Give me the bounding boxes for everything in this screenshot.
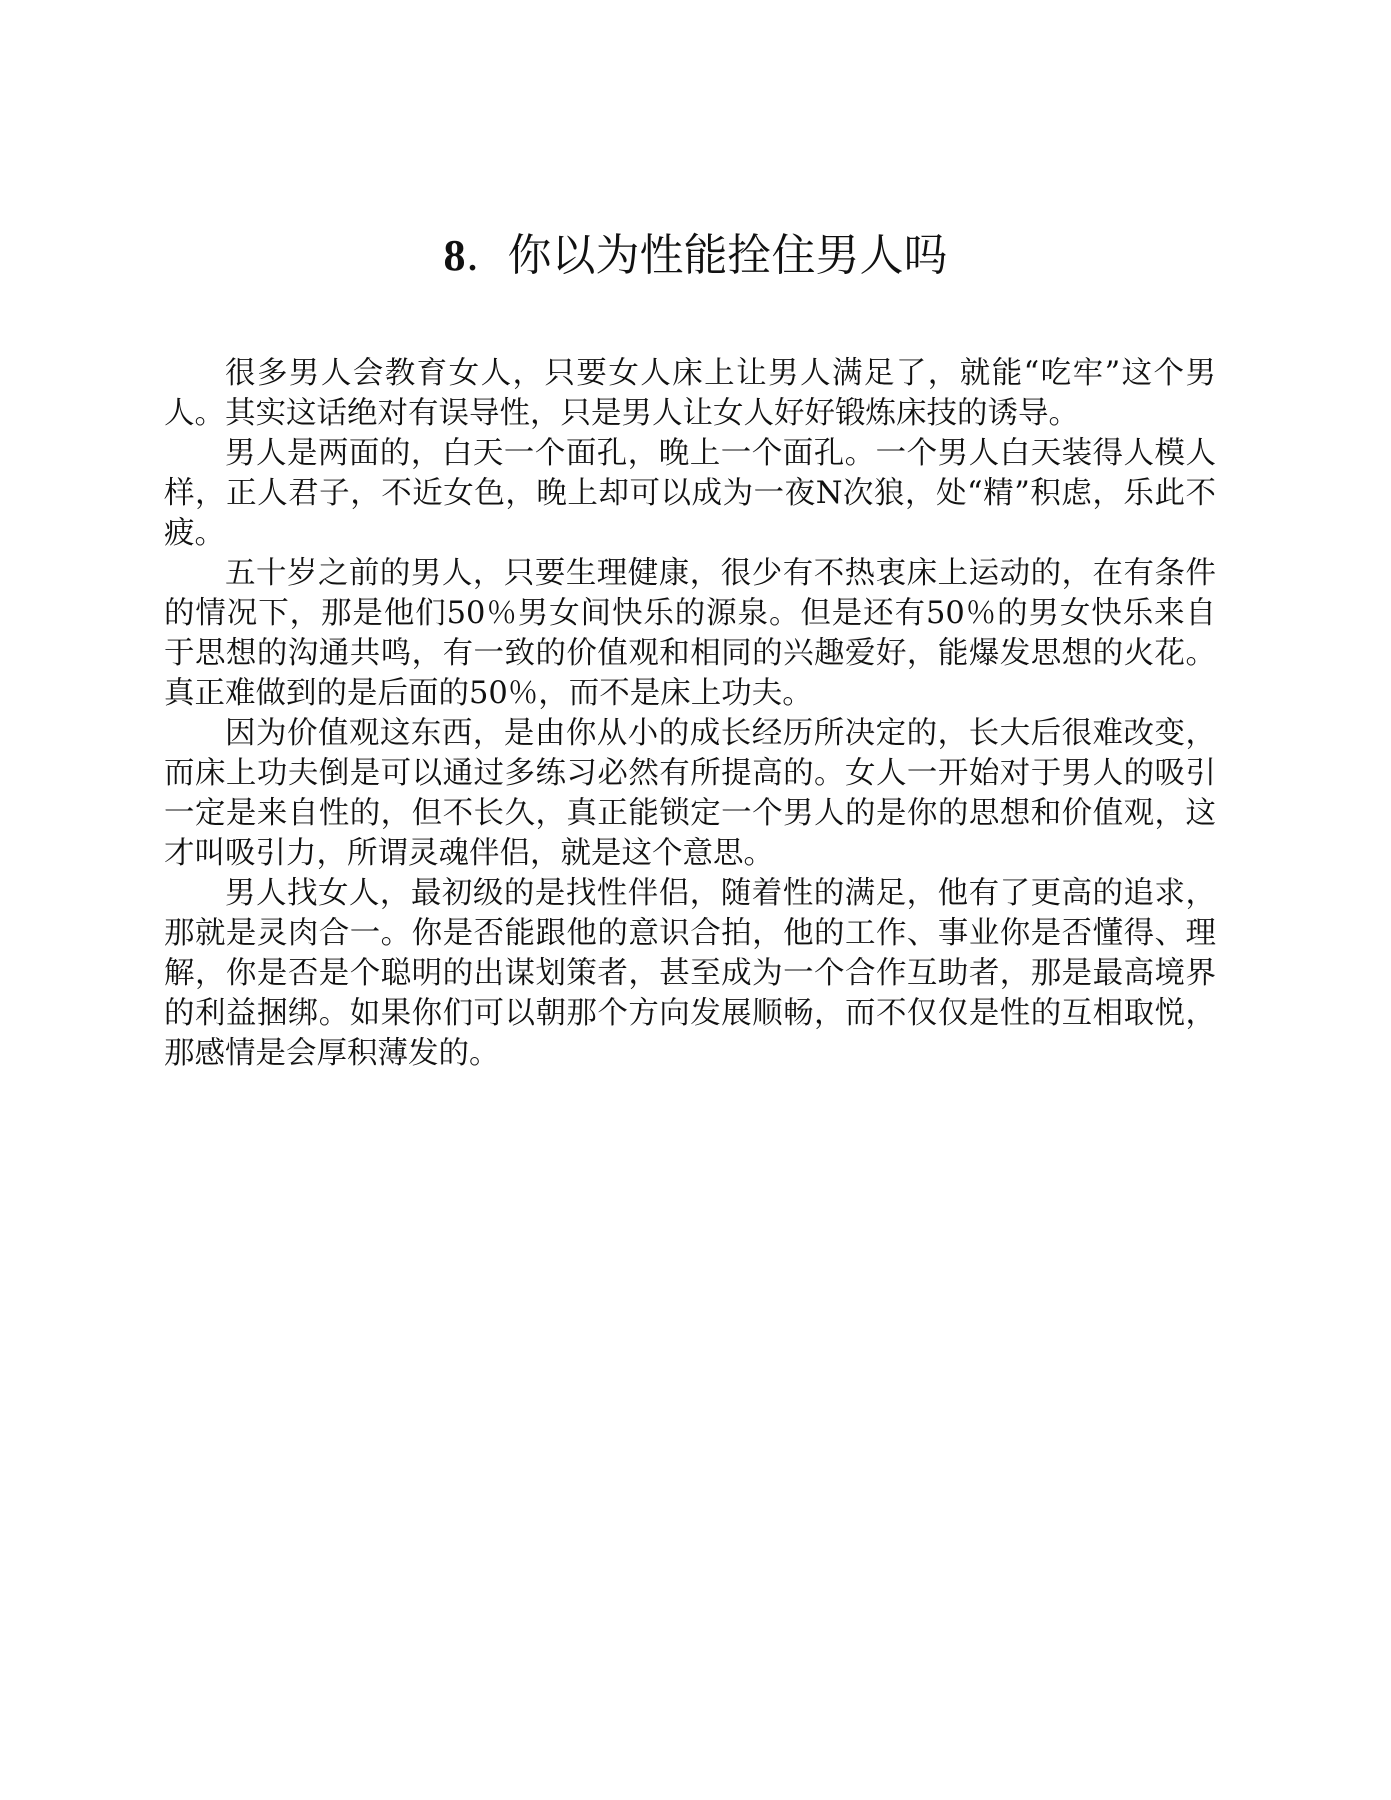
paragraph: 因为价值观这东西，是由你从小的成长经历所决定的，长大后很难改变，而床上功夫倒是可以通过多练习必然有所提高的。女人一开始对于男人的吸引一定是来自性的，但不长久，真正能锁定一个男人的是你的思想和价值观，这才叫吸引力，所谓灵魂伴侣，就是这个意思。 [164,716,1216,871]
chapter-title [0,226,1391,286]
body-text [164,354,1216,1074]
chapter-number-separator: . [465,230,480,281]
paragraph: 很多男人会教育女人，只要女人床上让男人满足了，就能“吃牢”这个男人。其实这话绝对有误导性，只是男人让女人好好锻炼床技的诱导。 [164,356,1216,431]
chapter-title-text: 你以为性能拴住男人吗 [507,230,948,281]
paragraph: 五十岁之前的男人，只要生理健康，很少有不热衷床上运动的，在有条件的情况下，那是他们50％男女间快乐的源泉。但是还有50％的男女快乐来自于思想的沟通共鸣，有一致的价值观和相同的兴趣爱好，能爆发思想的火花。真正难做到的是后面的50％，而不是床上功夫。 [164,556,1216,711]
chapter-number: 8 [443,231,466,280]
paragraph: 男人找女人，最初级的是找性伴侣，随着性的满足，他有了更高的追求，那就是灵肉合一。你是否能跟他的意识合拍，他的工作、事业你是否懂得、理解，你是否是个聪明的出谋划策者，甚至成为一个合作互助者，那是最高境界的利益捆绑。如果你们可以朝那个方向发展顺畅，而不仅仅是性的互相取悦，那感情是会厚积薄发的。 [164,876,1216,1071]
paragraph: 男人是两面的，白天一个面孔，晚上一个面孔。一个男人白天装得人模人样，正人君子，不近女色，晚上却可以成为一夜N次狼，处“精”积虑，乐此不疲。 [164,436,1216,551]
